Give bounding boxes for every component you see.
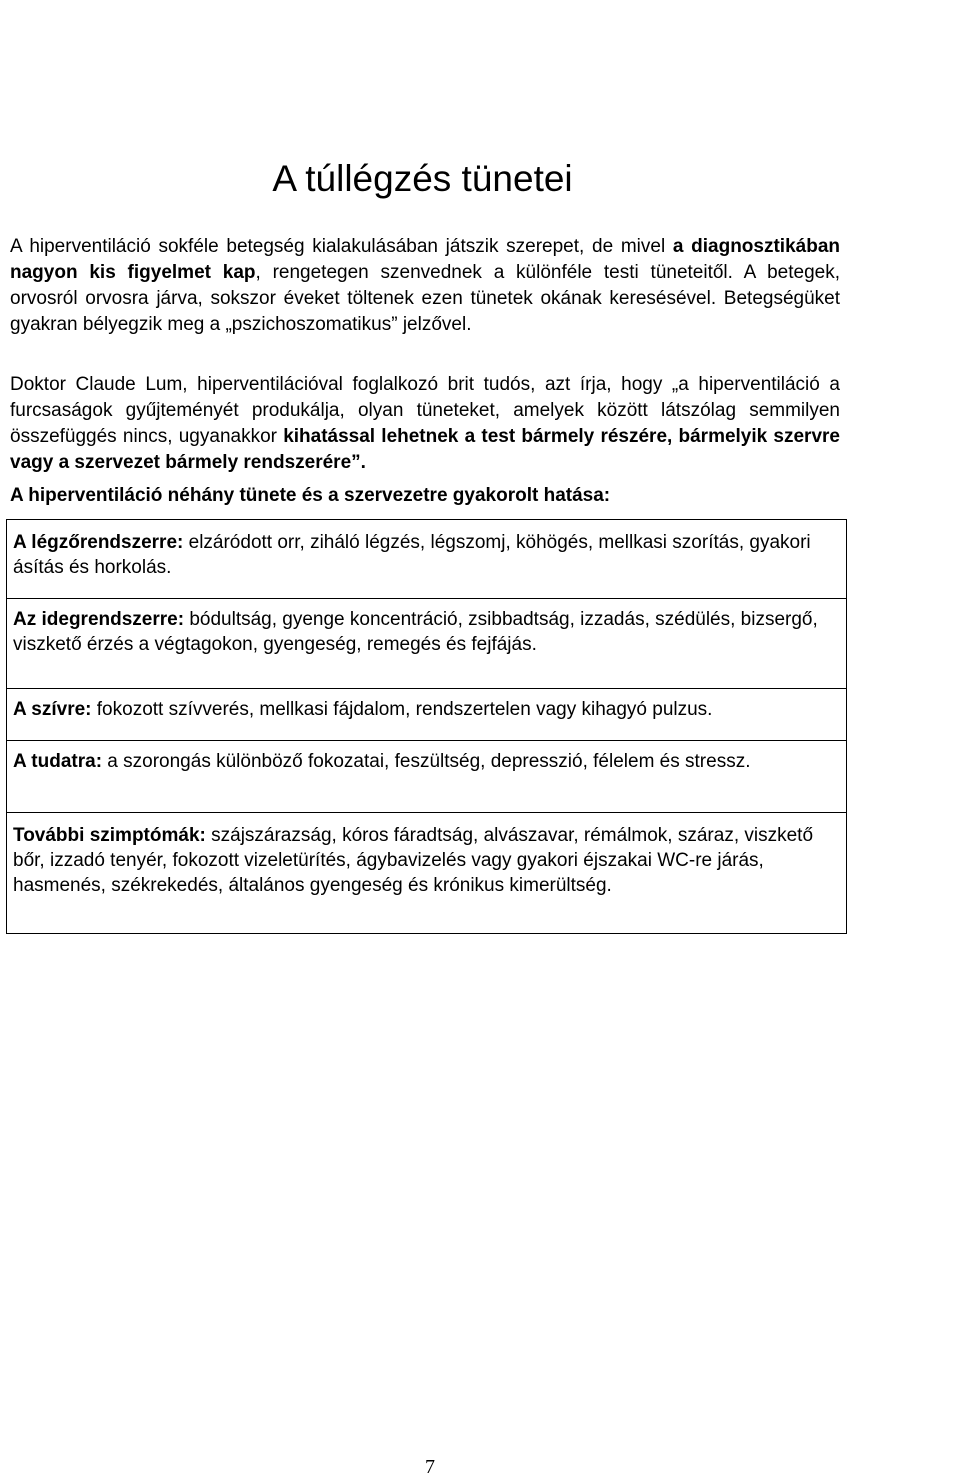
symptom-text: fokozott szívverés, mellkasi fájdalom, rendszertelen vagy kihagyó pulzus. bbox=[91, 699, 713, 720]
symptom-label: Az idegrendszerre: bbox=[13, 609, 185, 630]
symptom-row-nervous bbox=[6, 598, 846, 688]
symptom-text: szájszárazság, kóros fáradtság, alvászavar, rémálmok, száraz, viszkető bőr, izzadó tenyér, fokozott vizeletürítés, ágybavizelés vagy gyakori éjszakai WC-re járás, hasmenés, székrekedés, általános gyengeség és krónikus kimerültség. bbox=[13, 825, 814, 896]
symptom-table bbox=[6, 519, 847, 934]
symptom-text: bódultság, gyenge koncentráció, zsibbadtság, izzadás, szédülés, bizsergő, viszkető érzés a végtagokon, gyengeség, remegés és fejfájás. bbox=[13, 609, 818, 655]
intro-paragraph-1 bbox=[10, 234, 840, 338]
quote-text: Doktor Claude Lum, hiperventilációval foglalkozó brit tudós, azt írja, hogy „a hiperventiláció a furcsaságok gyűjteményét produkálja, olyan tüneteket, amelyek között látszólag semmilyen összefüggés nincs, ugyanakkor bbox=[10, 374, 840, 447]
section-heading: A hiperventiláció néhány tünete és a szervezetre gyakorolt hatása: bbox=[10, 485, 611, 506]
page-number: 7 bbox=[425, 1456, 435, 1478]
intro-emphasis: a diagnosztikában nagyon kis figyelmet kap bbox=[10, 236, 840, 283]
symptom-row-mind bbox=[6, 740, 846, 812]
symptom-text: a szorongás különböző fokozatai, feszültség, depresszió, félelem és stressz. bbox=[102, 751, 751, 772]
symptom-row-heart bbox=[6, 688, 846, 740]
symptom-row-other bbox=[6, 812, 846, 933]
quote-emphasis: kihatással lehetnek a test bármely részére, bármelyik szervre vagy a szervezet bármely rendszerére”. bbox=[10, 426, 840, 473]
symptom-text: elzáródott orr, ziháló légzés, légszomj, köhögés, mellkasi szorítás, gyakori ásítás és horkolás. bbox=[13, 532, 811, 578]
symptom-label: A szívre: bbox=[13, 699, 92, 720]
symptom-label: A tudatra: bbox=[13, 751, 103, 772]
intro-paragraph-2 bbox=[10, 372, 840, 476]
symptom-label: További szimptómák: bbox=[13, 825, 206, 846]
page-title: A túllégzés tünetei bbox=[272, 158, 573, 199]
intro-text: , rengetegen szenvednek a különféle testi tüneteitől. A betegek, orvosról orvosra járva, sokszor éveket töltenek ezen tünetek okának keresésével. Betegségüket gyakran bélyegzik meg a „pszichoszomatikus” jelzővel. bbox=[10, 262, 840, 335]
symptom-label: A légzőrendszerre: bbox=[13, 532, 184, 553]
intro-text: A hiperventiláció sokféle betegség kialakulásában játszik szerepet, de mivel bbox=[10, 236, 673, 257]
symptom-row-respiratory bbox=[6, 519, 846, 598]
